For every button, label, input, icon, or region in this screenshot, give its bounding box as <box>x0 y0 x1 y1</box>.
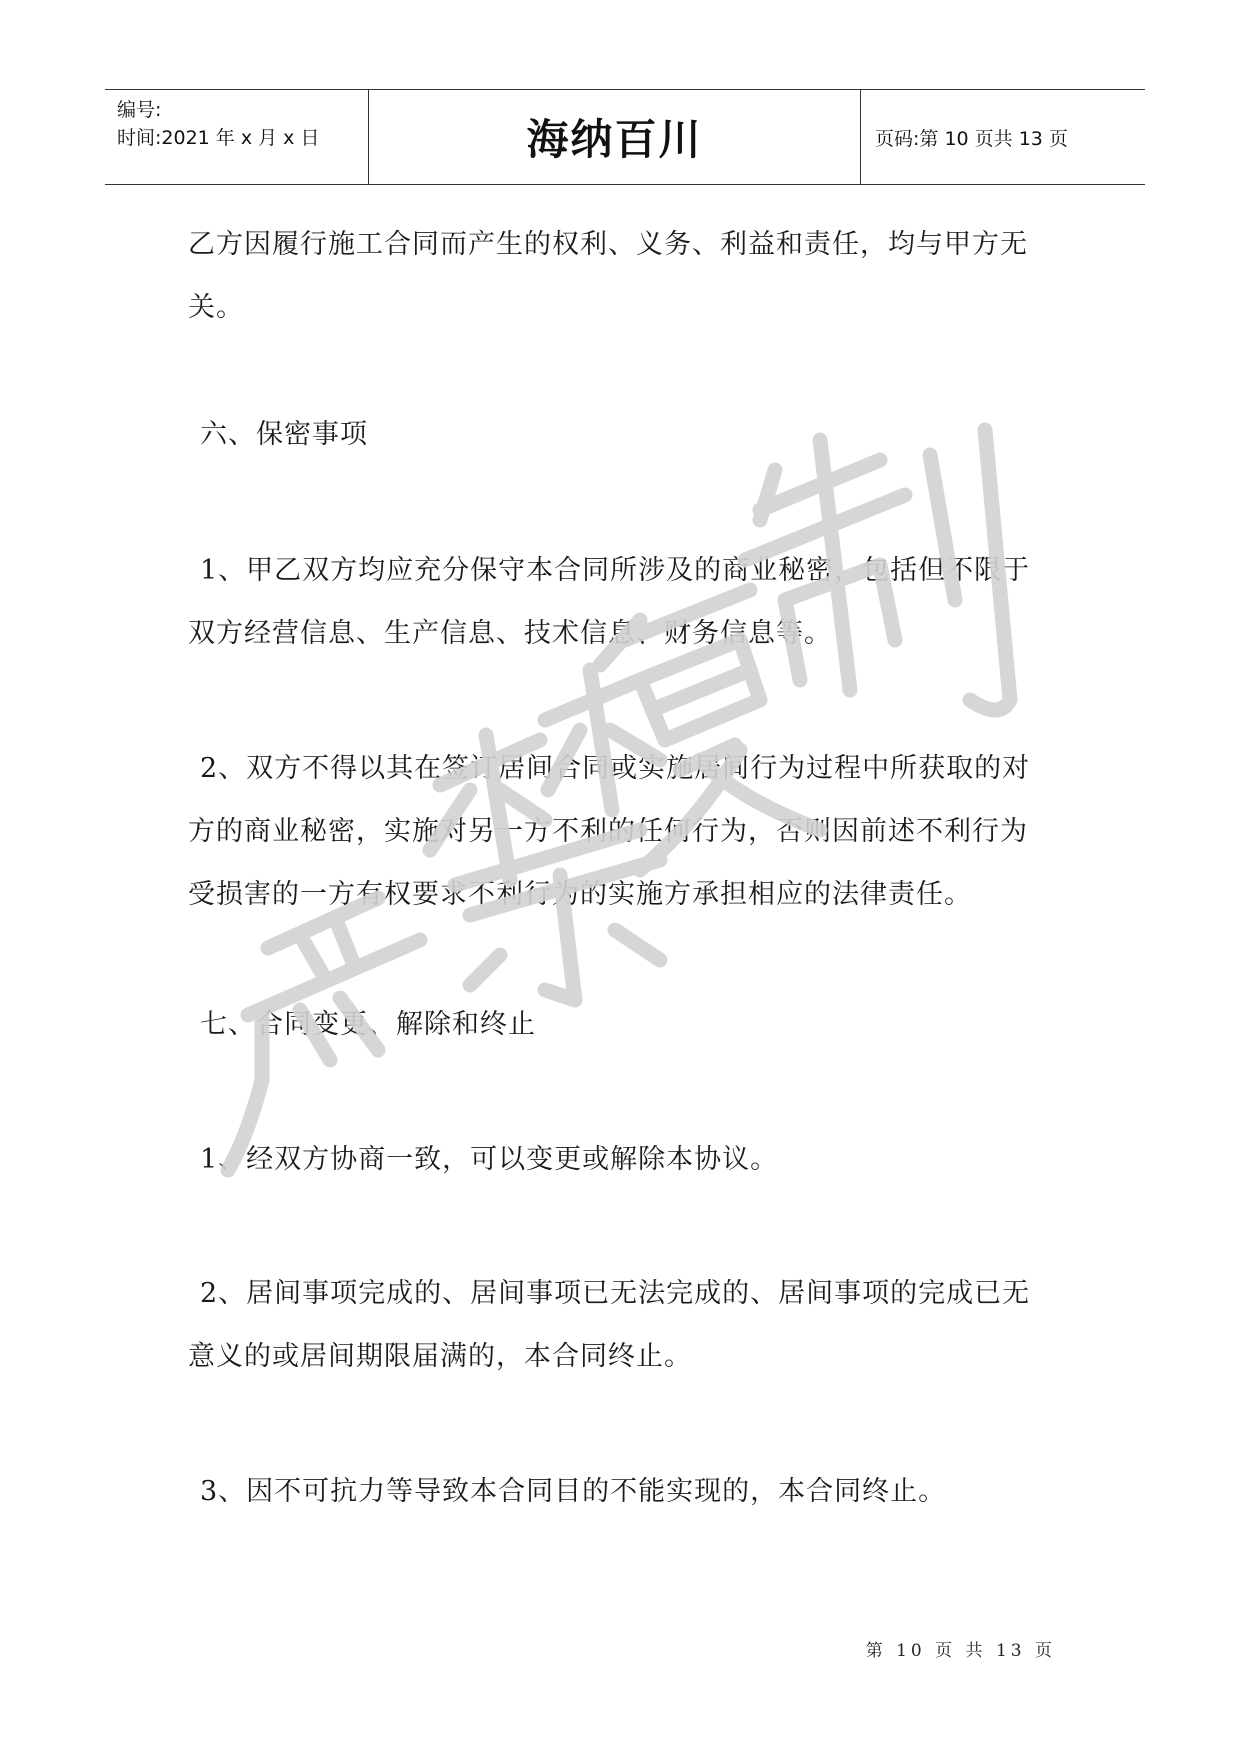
section-title: 六、保密事项 <box>200 419 368 450</box>
page-footer <box>866 1636 1056 1661</box>
header-page-number: 页码:第 10 页共 13 页 <box>875 127 1068 150</box>
paragraph-line: 双方经营信息、生产信息、技术信息、财务信息等。 <box>188 618 832 649</box>
document-number-label: 编号: <box>117 99 162 121</box>
section-7-item-2-cont <box>188 1325 1058 1388</box>
paragraph-obligations <box>188 213 1058 339</box>
header-page-cell <box>861 90 1145 184</box>
section-6-item-1-cont <box>188 602 1058 665</box>
paragraph-line: 乙方因履行施工合同而产生的权利、义务、利益和责任，均与甲方无 <box>188 229 1028 260</box>
paragraph-line: 3、因不可抗力等导致本合同目的不能实现的，本合同终止。 <box>200 1476 947 1507</box>
section-6-item-2 <box>200 737 1058 800</box>
footer-page-number: 第 10 页 共 13 页 <box>865 1641 1056 1661</box>
section-7-heading <box>200 993 1070 1056</box>
paragraph-line: 2、居间事项完成的、居间事项已无法完成的、居间事项的完成已无 <box>200 1278 1031 1309</box>
paragraph-line: 1、甲乙双方均应充分保守本合同所涉及的商业秘密，包括但不限于 <box>200 555 1031 586</box>
header-meta <box>105 90 369 184</box>
paragraph-line: 2、双方不得以其在签订居间合同或实施居间行为过程中所获取的对 <box>200 753 1031 784</box>
section-7-item-3 <box>200 1460 1070 1523</box>
section-7-item-2 <box>200 1262 1058 1325</box>
paragraph-line: 方的商业秘密，实施对另一方不利的任何行为，否则因前述不利行为 <box>188 816 1028 847</box>
header-brand-cell <box>369 90 861 184</box>
section-6-item-2-cont <box>188 800 1058 926</box>
paragraph-line: 受损害的一方有权要求不利行为的实施方承担相应的法律责任。 <box>188 879 972 910</box>
section-6-item-1 <box>200 539 1058 602</box>
paragraph-line: 关。 <box>188 292 244 323</box>
paragraph-line: 1、经双方协商一致，可以变更或解除本协议。 <box>200 1144 779 1175</box>
brand-title: 海纳百川 <box>526 115 703 164</box>
section-7-item-1 <box>200 1128 1070 1191</box>
section-6-heading <box>200 403 1070 466</box>
document-date-label: 时间:2021 年 x 月 x 日 <box>117 127 320 149</box>
page-header <box>105 89 1145 185</box>
section-title: 七、合同变更、解除和终止 <box>200 1009 536 1040</box>
paragraph-line: 意义的或居间期限届满的，本合同终止。 <box>188 1341 692 1372</box>
